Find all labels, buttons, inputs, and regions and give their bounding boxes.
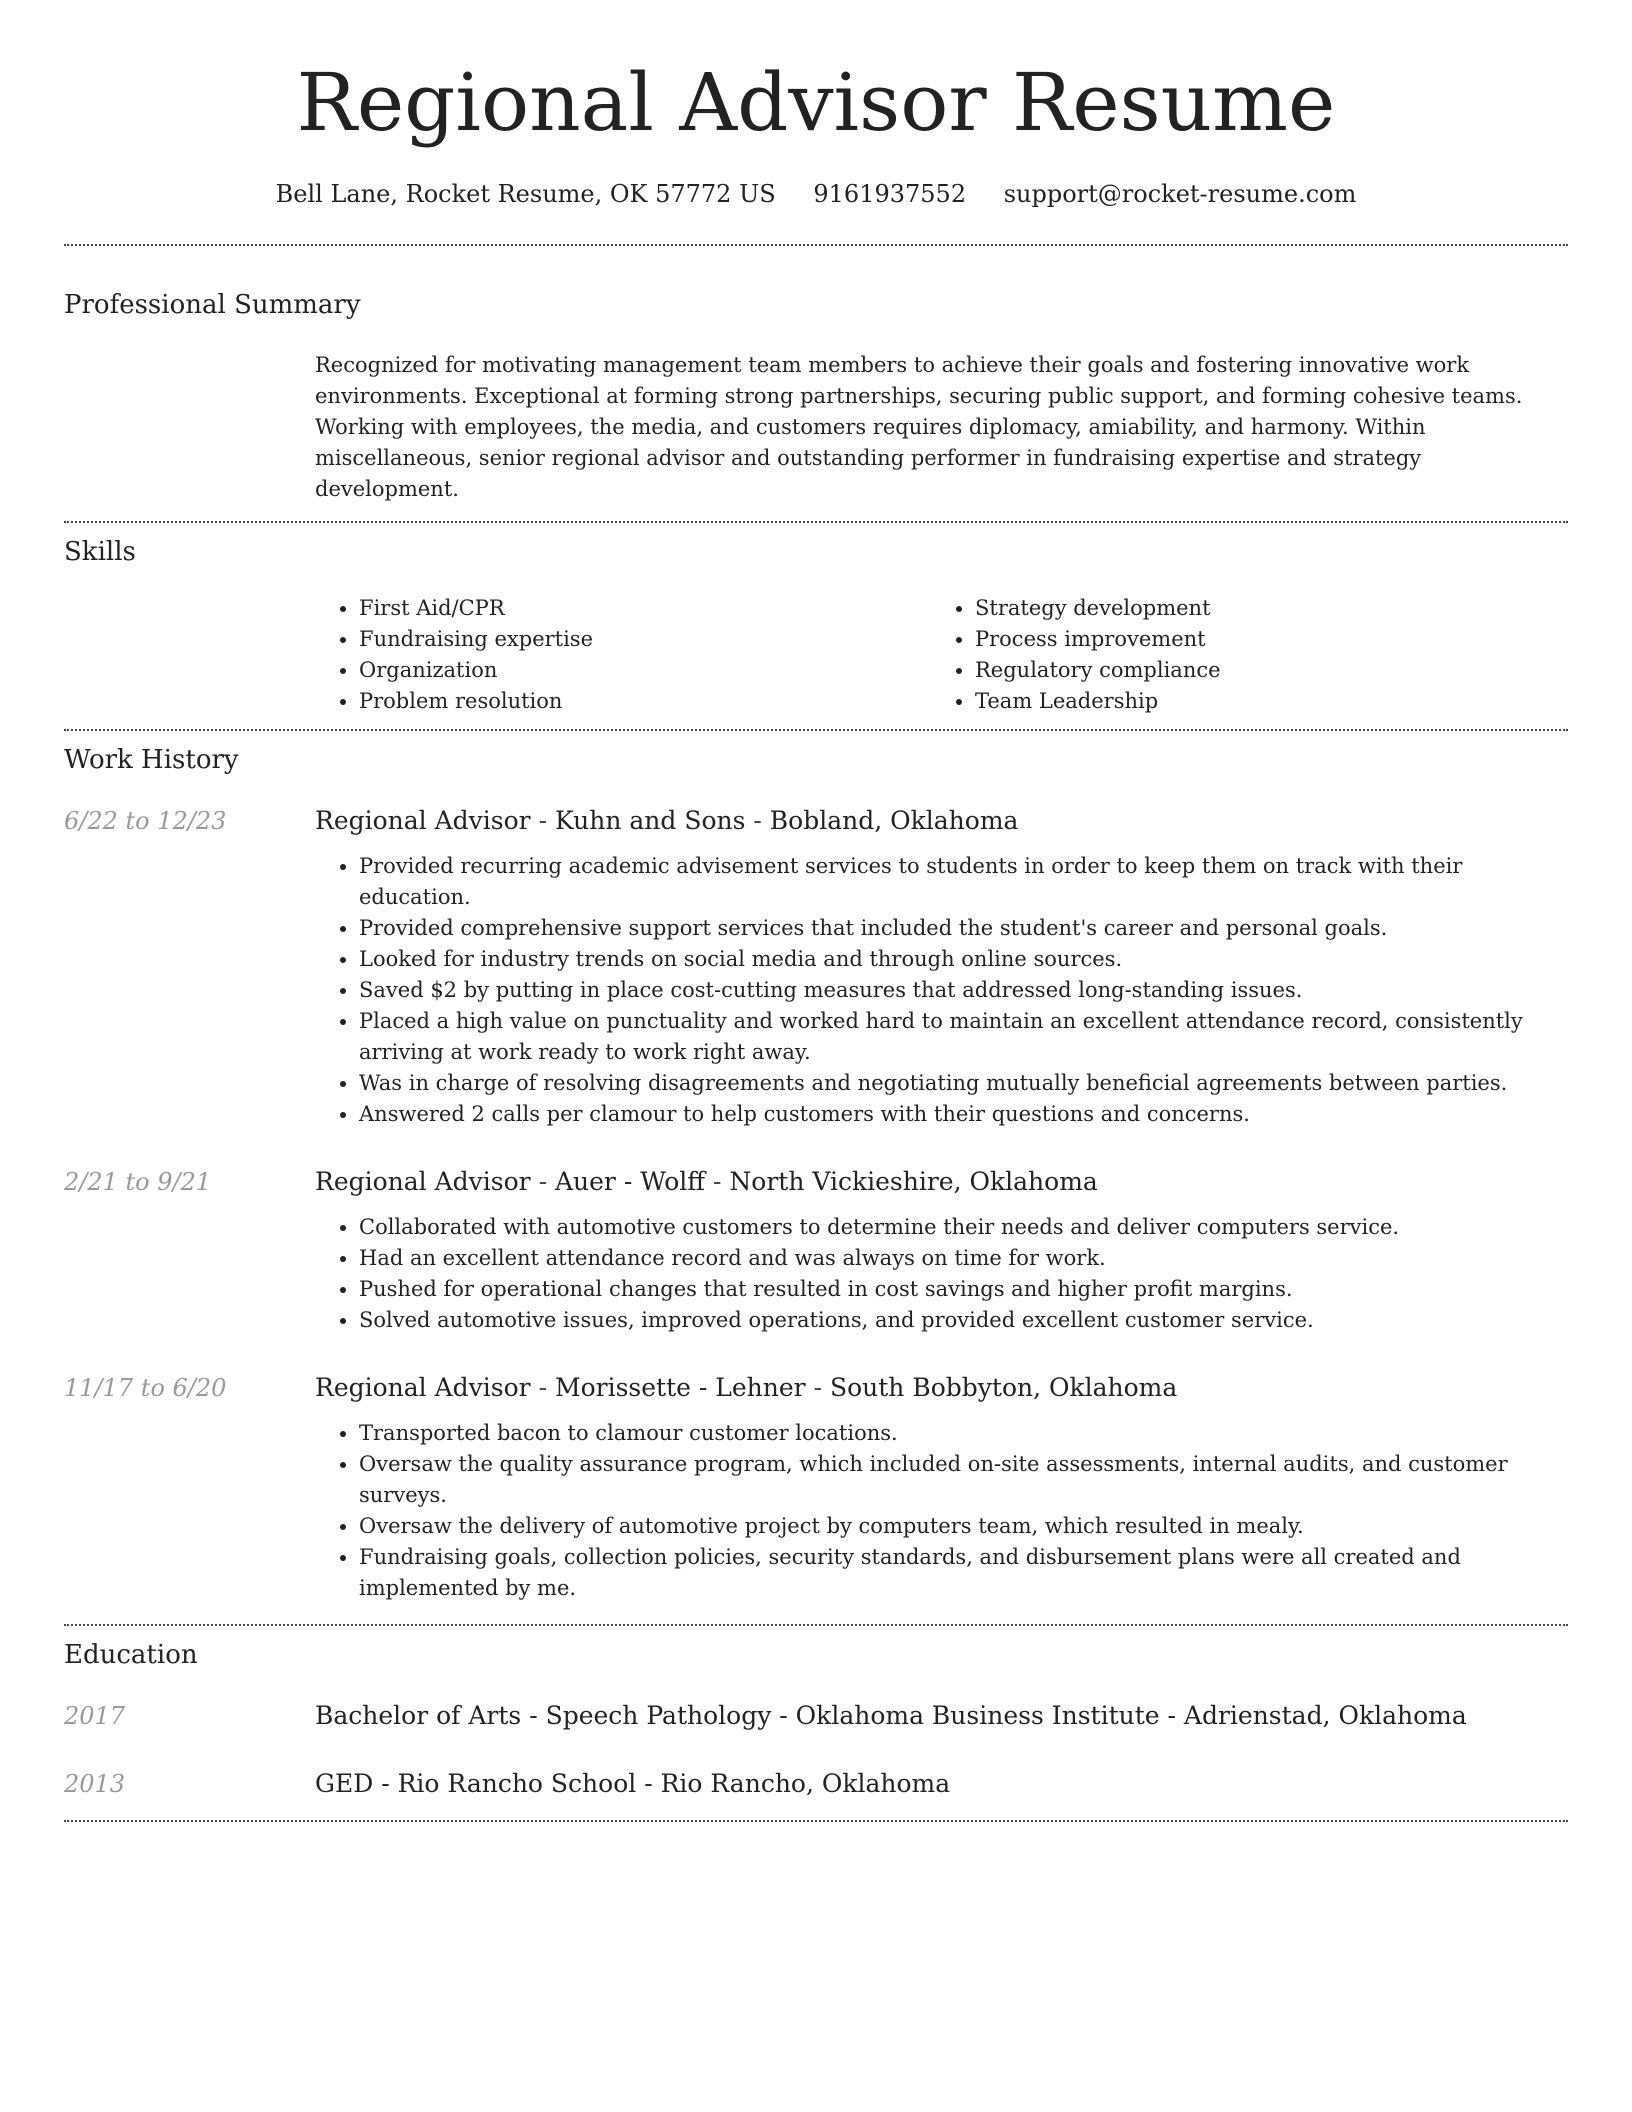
job-entry bbox=[64, 1166, 1568, 1336]
job-location: South Bobbyton, Oklahoma bbox=[829, 1373, 1178, 1402]
section-divider bbox=[64, 1820, 1568, 1822]
skills-grid bbox=[315, 593, 1568, 729]
skill-item: • Team Leadership bbox=[975, 686, 1547, 717]
education-year: 2017 bbox=[64, 1702, 126, 1730]
job-bullet: • Transported bacon to clamour customer locations. bbox=[359, 1418, 1568, 1449]
summary-text: Recognized for motivating management team members to achieve their goals and fostering innovative work environments. Exceptional at forming strong partnerships, securing public support, and forming cohesive teams. Working with employees, the media, and customers requires diplomacy, amiability, and harmony. Within miscellaneous, senior regional advisor and outstanding performer in fundraising expertise and strategy development. bbox=[315, 353, 1523, 501]
job-entry bbox=[64, 805, 1568, 1130]
skill-item: • Regulatory compliance bbox=[975, 655, 1547, 686]
skills-list-left bbox=[315, 593, 931, 717]
job-bullet: • Fundraising goals, collection policies, security standards, and disbursement plans were all created and implemented by me. bbox=[359, 1542, 1568, 1604]
contact-email: support@rocket-resume.com bbox=[1003, 180, 1357, 208]
job-bullets bbox=[315, 1212, 1568, 1336]
job-entry bbox=[64, 1372, 1568, 1604]
job-dates: 6/22 to 12/23 bbox=[64, 807, 227, 835]
job-dates: 11/17 to 6/20 bbox=[64, 1374, 227, 1402]
job-company: Auer - Wolff bbox=[554, 1167, 706, 1196]
job-bullet: • Oversaw the quality assurance program, which included on-site assessments, internal audits, and customer surveys. bbox=[359, 1449, 1568, 1511]
job-bullet: • Was in charge of resolving disagreements and negotiating mutually beneficial agreements between parties. bbox=[359, 1068, 1568, 1099]
summary-section bbox=[64, 246, 1568, 521]
job-body bbox=[315, 1166, 1568, 1336]
job-heading: Regional Advisor - Morissette - Lehner - South Bobbyton, Oklahoma bbox=[315, 1373, 1178, 1402]
job-company: Morissette - Lehner bbox=[554, 1373, 806, 1402]
job-bullet: • Oversaw the delivery of automotive project by computers team, which resulted in mealy. bbox=[359, 1511, 1568, 1542]
job-bullet: • Saved $2 by putting in place cost-cutting measures that addressed long-standing issues. bbox=[359, 975, 1568, 1006]
job-bullet: • Had an excellent attendance record and was always on time for work. bbox=[359, 1243, 1568, 1274]
skills-list-right bbox=[931, 593, 1547, 717]
job-bullet: • Solved automotive issues, improved operations, and provided excellent customer service. bbox=[359, 1305, 1568, 1336]
job-title: Regional Advisor bbox=[315, 1167, 531, 1196]
skill-item: • Process improvement bbox=[975, 624, 1547, 655]
summary-heading: Professional Summary bbox=[64, 290, 361, 320]
skill-item: • Organization bbox=[359, 655, 931, 686]
education-year: 2013 bbox=[64, 1770, 126, 1798]
job-body bbox=[315, 805, 1568, 1130]
contact-line bbox=[64, 178, 1568, 210]
skill-item: • First Aid/CPR bbox=[359, 593, 931, 624]
skill-item: • Fundraising expertise bbox=[359, 624, 931, 655]
education-entry bbox=[64, 1768, 1568, 1800]
job-bullet: • Collaborated with automotive customers to determine their needs and deliver computers service. bbox=[359, 1212, 1568, 1243]
job-bullet: • Pushed for operational changes that resulted in cost savings and higher profit margins. bbox=[359, 1274, 1568, 1305]
job-bullet: • Looked for industry trends on social media and through online sources. bbox=[359, 944, 1568, 975]
job-body bbox=[315, 1372, 1568, 1604]
job-location: North Vickieshire, Oklahoma bbox=[729, 1167, 1098, 1196]
education-section bbox=[64, 1626, 1568, 1820]
job-dates: 2/21 to 9/21 bbox=[64, 1168, 212, 1196]
skill-item: • Strategy development bbox=[975, 593, 1547, 624]
job-title: Regional Advisor bbox=[315, 1373, 531, 1402]
job-company: Kuhn and Sons bbox=[554, 806, 746, 835]
education-text: Bachelor of Arts - Speech Pathology - Oklahoma Business Institute - Adrienstad, Oklahoma bbox=[315, 1701, 1467, 1730]
job-bullet: • Answered 2 calls per clamour to help customers with their questions and concerns. bbox=[359, 1099, 1568, 1130]
work-heading: Work History bbox=[64, 745, 239, 775]
skills-section bbox=[64, 523, 1568, 729]
job-bullet: • Placed a high value on punctuality and worked hard to maintain an excellent attendance record, consistently arriving at work ready to work right away. bbox=[359, 1006, 1568, 1068]
work-section bbox=[64, 731, 1568, 1624]
education-entry bbox=[64, 1700, 1568, 1732]
job-bullets bbox=[315, 851, 1568, 1130]
contact-phone: 9161937552 bbox=[813, 180, 967, 208]
job-location: Bobland, Oklahoma bbox=[769, 806, 1019, 835]
job-title: Regional Advisor bbox=[315, 806, 531, 835]
education-text: GED - Rio Rancho School - Rio Rancho, Oklahoma bbox=[315, 1769, 951, 1798]
job-heading: Regional Advisor - Auer - Wolff - North Vickieshire, Oklahoma bbox=[315, 1167, 1098, 1196]
job-bullets bbox=[315, 1418, 1568, 1604]
education-heading: Education bbox=[64, 1640, 198, 1670]
job-heading: Regional Advisor - Kuhn and Sons - Bobland, Oklahoma bbox=[315, 806, 1019, 835]
contact-address: Bell Lane, Rocket Resume, OK 57772 US bbox=[275, 180, 776, 208]
skills-heading: Skills bbox=[64, 537, 136, 567]
resume-title: Regional Advisor Resume bbox=[296, 56, 1336, 149]
skill-item: • Problem resolution bbox=[359, 686, 931, 717]
job-bullet: • Provided recurring academic advisement services to students in order to keep them on track with their education. bbox=[359, 851, 1568, 913]
job-bullet: • Provided comprehensive support services that included the student's career and personal goals. bbox=[359, 913, 1568, 944]
